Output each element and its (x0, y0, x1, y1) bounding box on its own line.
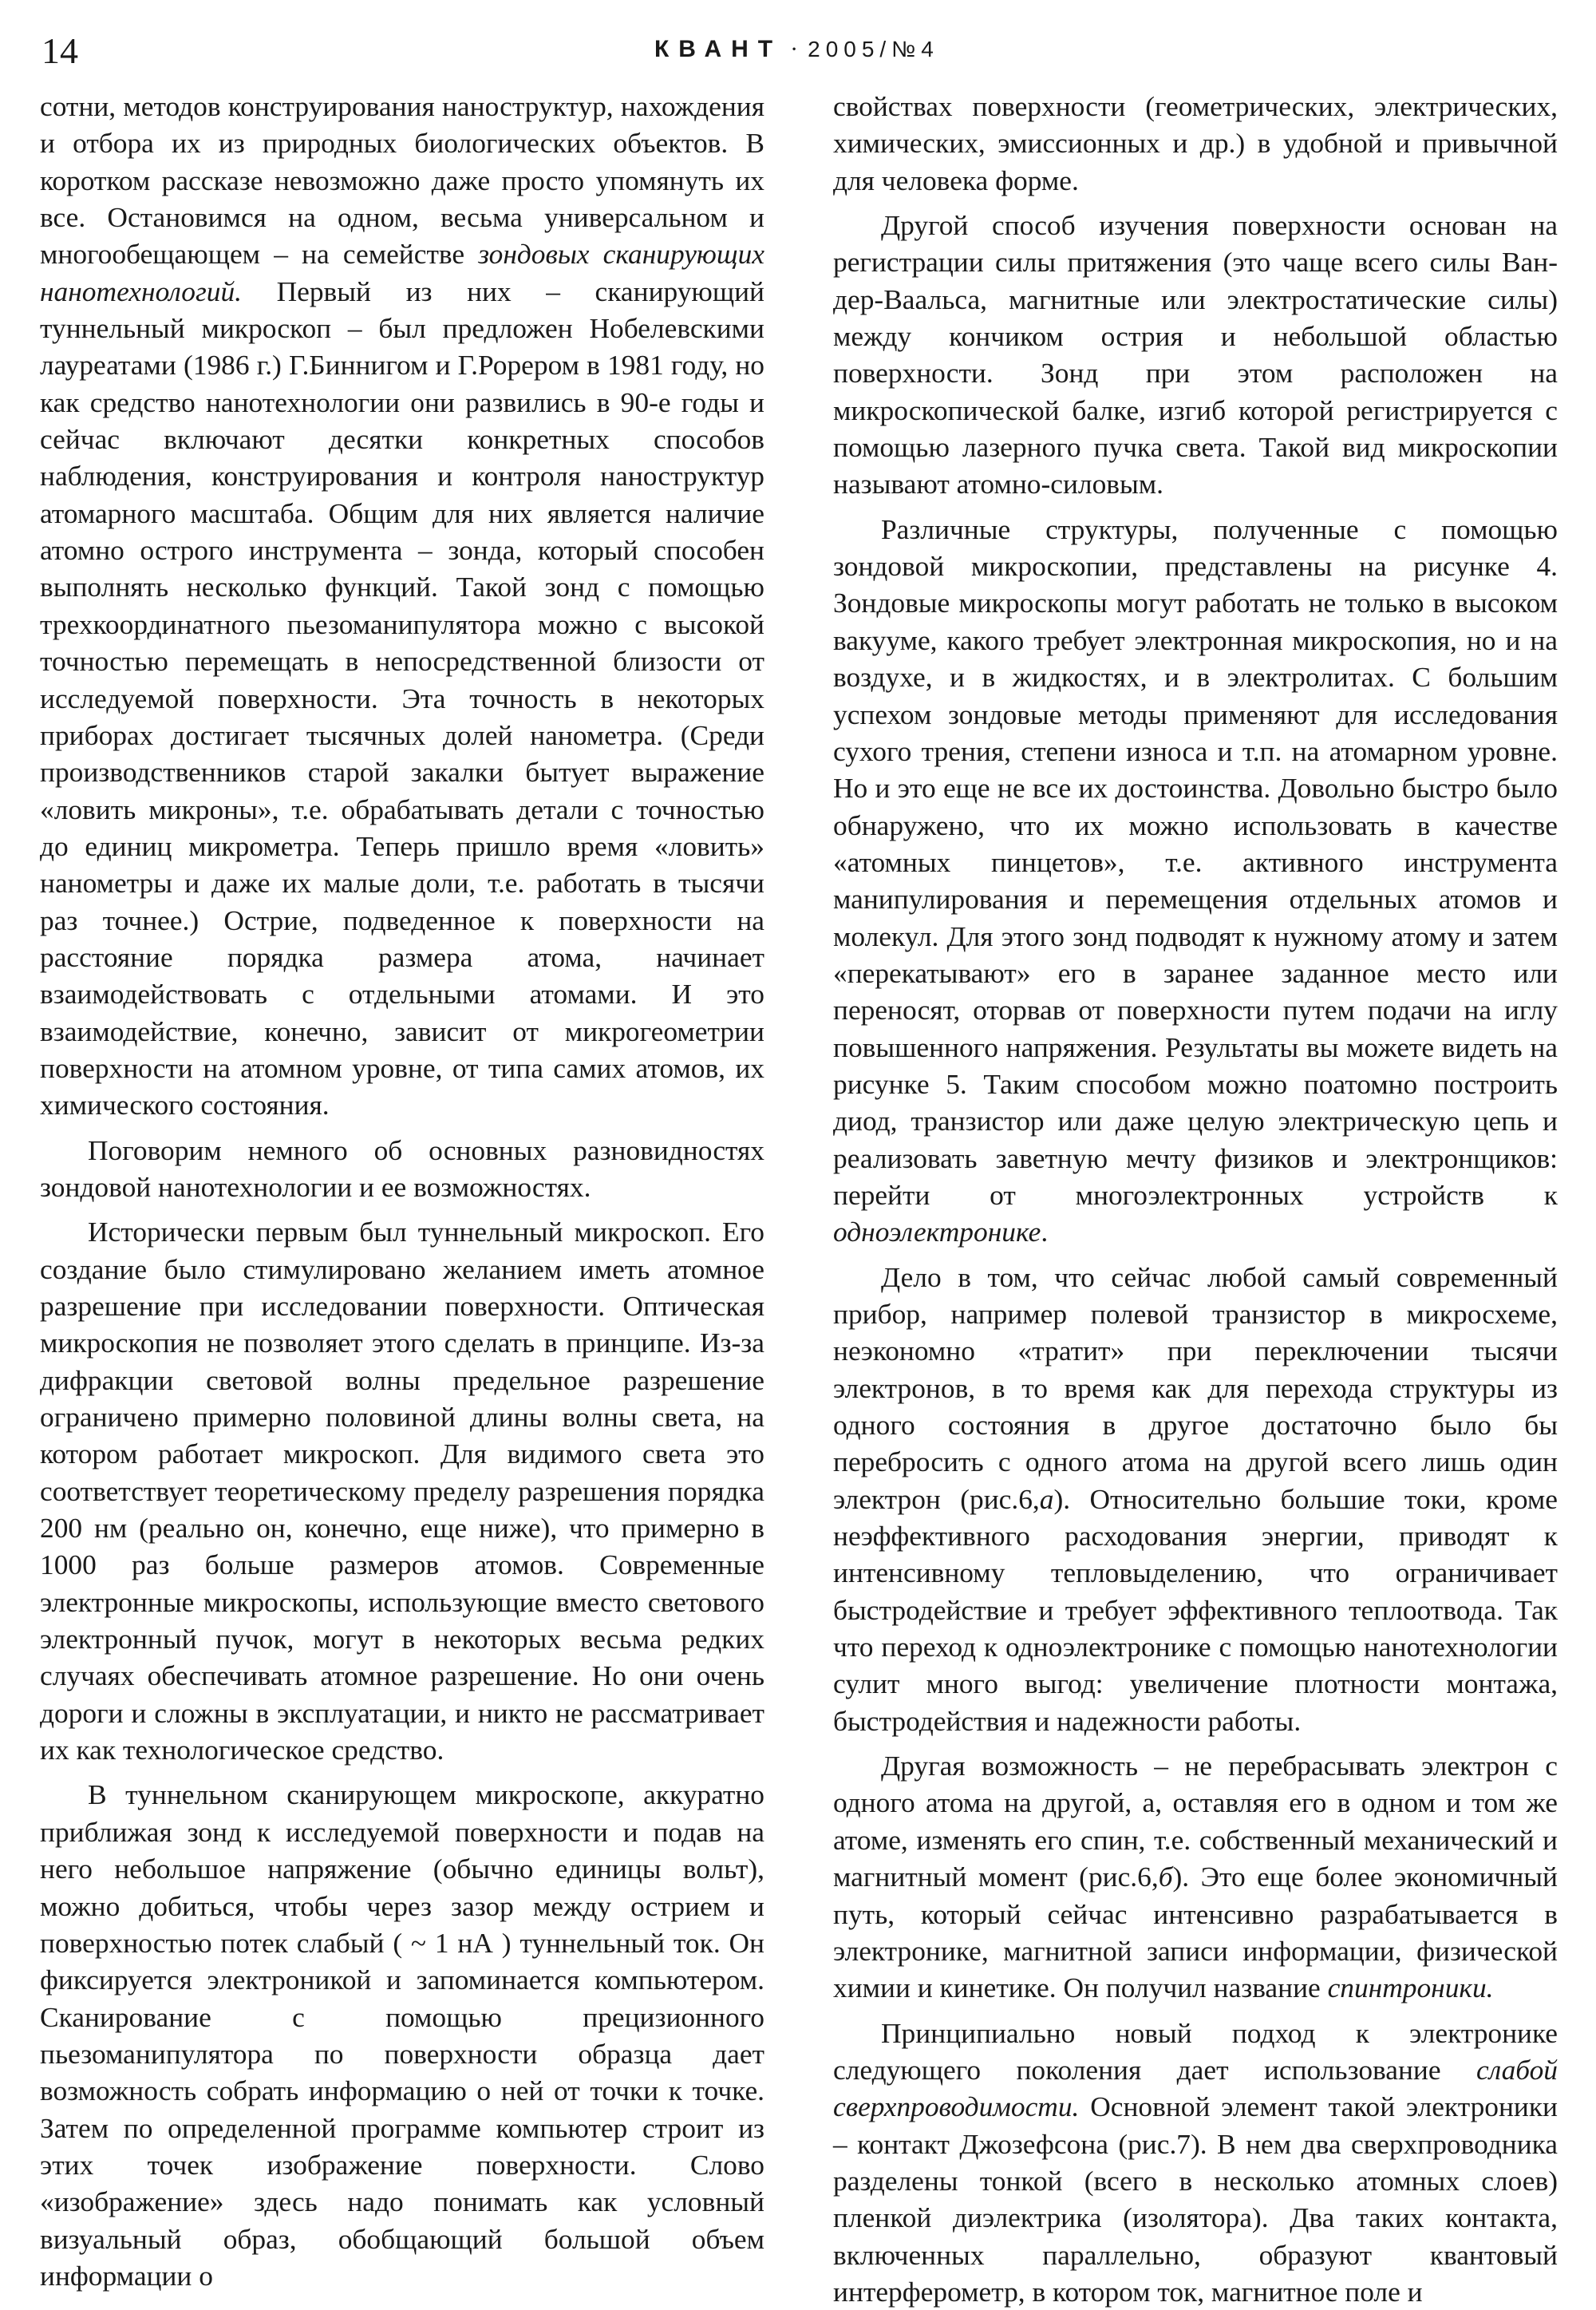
paragraph (833, 1259, 1558, 1739)
paragraph-text: ). Это еще более экономичный путь, который сейчас интенсивно разрабатывается в электронике, магнитной записи информации, физической химии и кинетике. Он получил название (833, 1861, 1558, 2004)
paragraph-text: Другой способ изучения поверхности основан на регистрации силы притяжения (это чаще всего силы Ван-дер-Ваальса, магнитные или электростатические силы) между кончиком острия и небольшой областью поверхности. Зонд при этом расположен на микроскопической балке, изгиб которой регистрируется с помощью лазерного пучка света. Такой вид микроскопии называют атомно-силовым. (833, 209, 1558, 500)
paragraph (833, 1747, 1558, 2006)
paragraph-text: В туннельном сканирующем микроскопе, аккуратно приближая зонд к исследуемой поверхности и подав на него небольшое напряжение (обычно единицы вольт), можно добиться, чтобы через зазор между острием и поверхностью потек слабый ( ~ 1 нА ) туннельный ток. Он фиксируется электроникой и запоминается компьютером. Сканирование с помощью прецизионного пьезоманипулятора по поверхности образца дает возможность собрать информацию о ней от точки к точке. Затем по определенной программе компьютер строит из этих точек изображение поверхности. Слово «изображение» здесь надо понимать как условный визуальный образ, обобщающий большой объем информации о (40, 1778, 764, 2292)
paragraph (833, 88, 1558, 199)
paragraph-italic: а (1039, 1482, 1054, 1515)
paragraph-italic: спинтроники. (1327, 1972, 1494, 2004)
paragraph-text: Поговорим немного об основных разновидностях зондовой нанотехнологии и ее возможностях. (40, 1133, 764, 1203)
paragraph-text: Принципиально новый подход к электронике следующего поколения дает использование (833, 2016, 1558, 2086)
paragraph-text: Дело в том, что сейчас любой самый современный прибор, например полевой транзистор в микросхеме, неэкономно «тратит» при переключении тысячи электронов, в то время как для перехода структуры из одного состояния в другое достаточно было бы перебросить с одного атома на другой всего лишь один электрон (рис.6, (833, 1260, 1558, 1515)
paragraph-text: ). Относительно большие токи, кроме неэффективного расходования энергии, приводят к интенсивному тепловыделению, что ограничивает быстродействие и требует эффективного теплоотвода. Так что переход к одноэлектронике с помощью нанотехнологии сулит много выгод: увеличение плотности монтажа, быстродействия и надежности работы. (833, 1482, 1558, 1737)
journal-title: КВАНТ (654, 36, 783, 62)
paragraph (40, 1132, 764, 1206)
paragraph-italic: одноэлектронике (833, 1216, 1041, 1248)
paragraph-text: Первый из них – сканирующий туннельный микроскоп – был предложен Нобелевскими лауреатами (1986 г.) Г.Биннигом и Г.Рорером в 1981 году, но как средство нанотехнологии они развились в 90-е годы и сейчас включают десятки конкретных способов наблюдения, конструирования и контроля наноструктур атомарного масштаба. Общим для них является наличие атомно острого инструмента – зонда, который способен выполнять несколько функций. Такой зонд с помощью трехкоординатного пьезоманипулятора можно с высокой точностью перемещать в непосредственной близости от исследуемой поверхности. Эта точность в некоторых приборах достигает тысячных долей нанометра. (Среди производственников старой закалки бытует выражение «ловить микроны», т.е. обрабатывать детали с точностью до единиц микрометра. Теперь пришло время «ловить» нанометры и даже их малые доли, т.е. работать в тысячи раз точнее.) Острие, подведенное к поверхности на расстояние порядка размера атома, начинает взаимодействовать с отдельными атомами. И это взаимодействие, конечно, зависит от микрогеометрии поверхности на атомном уровне, от типа самих атомов, их химического состояния. (40, 275, 764, 1121)
left-column (40, 88, 764, 2292)
paragraph (40, 1776, 764, 2294)
paragraph (833, 207, 1558, 503)
paragraph (833, 2015, 1558, 2310)
page-number: 14 (41, 30, 78, 71)
paragraph (40, 88, 764, 1124)
paragraph-text: Основной элемент такой электроники – контакт Джозефсона (рис.7). В нем два сверхпроводника разделены тонкой (всего в несколько атомных слоев) пленкой диэлектрика (изолятора). Два таких контакта, включенных параллельно, образуют квантовый интерферометр, в котором ток, магнитное поле и (833, 2090, 1558, 2308)
paragraph-italic: слабой сверхпроводимости. (833, 2053, 1558, 2123)
paragraph-text: свойствах поверхности (геометрических, электрических, химических, эмиссионных и др.) в удобной и привычной для человека форме. (833, 90, 1558, 196)
paragraph-italic: зондовых сканирующих нанотехнологий. (40, 238, 764, 307)
paragraph-text: . (1041, 1216, 1049, 1248)
paragraph-text: Различные структуры, полученные с помощью зондовой микроскопии, представлены на рисунке 4. Зондовые микроскопы могут работать не только в высоком вакууме, какого требует электронная микроскопия, но и на воздухе, и в жидкостях, и в электролитах. С большим успехом зондовые методы применяют для исследования сухого трения, степени износа и т.п. на атомарном уровне. Но и это еще не все их достоинства. Довольно быстро было обнаружено, что их можно использовать в качестве «атомных пинцетов», т.е. активного инструмента манипулирования и перемещения отдельных атомов и молекул. Для этого зонд подводят к нужному атому и затем «перекатывают» его в заранее заданное место или переносят, оторвав от поверхности путем подачи на иглу повышенного напряжения. Результаты вы можете видеть на рисунке 5. Таким способом можно поатомно построить диод, транзистор или даже целую электрическую цепь и реализовать заветную мечту физиков и электронщиков: перейти от многоэлектронных устройств к (833, 512, 1558, 1211)
paragraph (833, 511, 1558, 1251)
right-column (833, 88, 1558, 2308)
paragraph-italic: б (1158, 1861, 1173, 1893)
issue-number: 2005/№4 (808, 37, 939, 61)
running-head (654, 34, 1053, 65)
paragraph-text: Другая возможность – не перебрасывать электрон с одного атома на другой, а, оставляя его в одном и том же атоме, изменять его спин, т.е. собственный механический и магнитный момент (рис.6, (833, 1750, 1558, 1893)
paragraph-text: Исторически первым был туннельный микроскоп. Его создание было стимулировано желанием иметь атомное разрешение при исследовании поверхности. Оптическая микроскопия не позволяет этого сделать в принципе. Из-за дифракции световой волны предельное разрешение ограничено примерно половиной длины волны света, на котором работает микроскоп. Для видимого света это соответствует теоретическому пределу разрешения порядка 200 нм (реально он, конечно, еще ниже), что примерно в 1000 раз больше размеров атомов. Современные электронные микроскопы, использующие вместо светового электронный пучок, могут в некоторых весьма редких случаях обеспечивать атомное разрешение. Но они очень дороги и сложны в эксплуатации, и никто не рассматривает их как технологическое средство. (40, 1216, 764, 1766)
running-head-separator: · (790, 36, 800, 62)
page-header (0, 0, 1596, 88)
paragraph-text: сотни, методов конструирования наноструктур, нахождения и отбора их из природных биологических объектов. В коротком рассказе невозможно даже просто упомянуть их все. Остановимся на одном, весьма универсальном и многообещающем – на семействе (40, 90, 764, 271)
paragraph (40, 1213, 764, 1768)
